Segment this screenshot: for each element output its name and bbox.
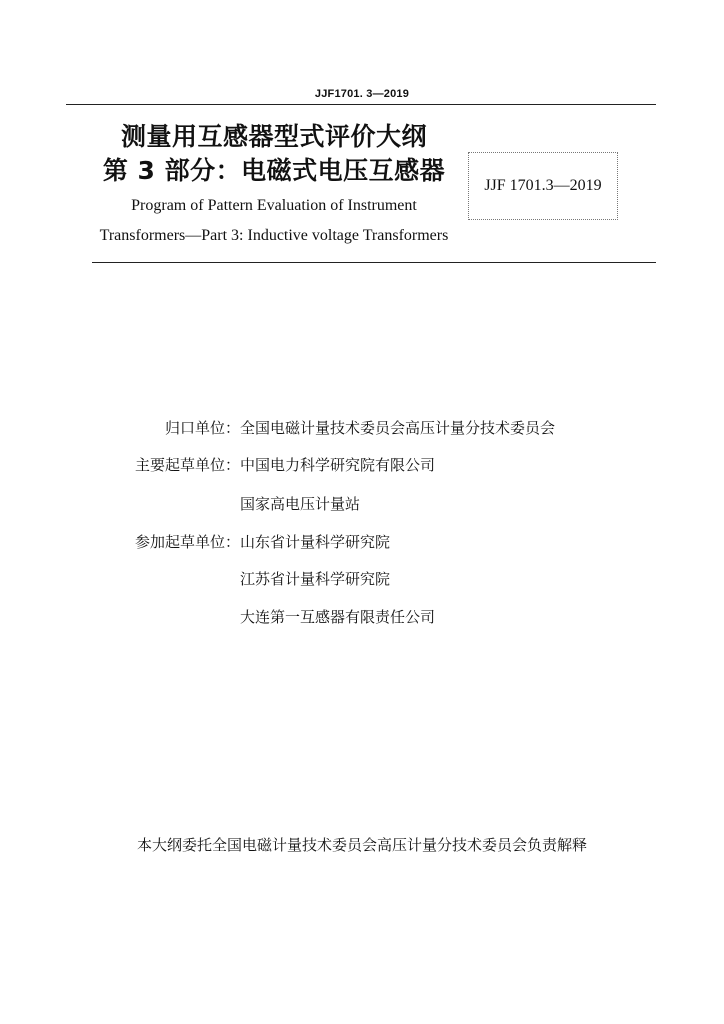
main-drafting-label: 主要起草单位： — [134, 456, 240, 474]
participating-drafting-label: 参加起草单位： — [134, 533, 240, 551]
title-cn-line1: 测量用互感器型式评价大纲 — [120, 122, 427, 151]
standard-code-text: JJF 1701.3—2019 — [484, 177, 602, 194]
participating-drafting-row-2 — [0, 568, 724, 590]
main-drafting-row-2 — [0, 493, 724, 515]
main-drafting-value-2: 国家高电压计量站 — [240, 495, 361, 513]
participating-drafting-row-3 — [0, 606, 724, 628]
title-block — [88, 120, 460, 246]
participating-drafting-value-2: 江苏省计量科学研究院 — [240, 570, 391, 588]
responsible-unit-value: 全国电磁计量技术委员会高压计量分技术委员会 — [240, 419, 556, 437]
participating-drafting-row — [0, 531, 724, 553]
participating-drafting-value-3: 大连第一互感器有限责任公司 — [240, 608, 436, 626]
header-rule — [66, 104, 656, 105]
main-drafting-row — [0, 454, 724, 476]
standard-code-box — [468, 152, 618, 220]
responsible-unit-row — [0, 417, 724, 439]
main-drafting-value-1: 中国电力科学研究院有限公司 — [240, 456, 436, 474]
footer-interpretation-note: 本大纲委托全国电磁计量技术委员会高压计量分技术委员会负责解释 — [136, 836, 587, 854]
responsible-unit-label: 归口单位： — [164, 419, 240, 437]
participating-drafting-value-1: 山东省计量科学研究院 — [240, 533, 391, 551]
title-en-line2: Transformers—Part 3: Inductive voltage Transformers — [99, 227, 449, 244]
header-standard-code: JJF1701. 3—2019 — [314, 88, 410, 100]
title-rule — [92, 262, 656, 263]
title-cn-line2: 第 3 部分：电磁式电压互感器 — [102, 156, 446, 185]
title-en-line1: Program of Pattern Evaluation of Instrument — [131, 197, 417, 214]
